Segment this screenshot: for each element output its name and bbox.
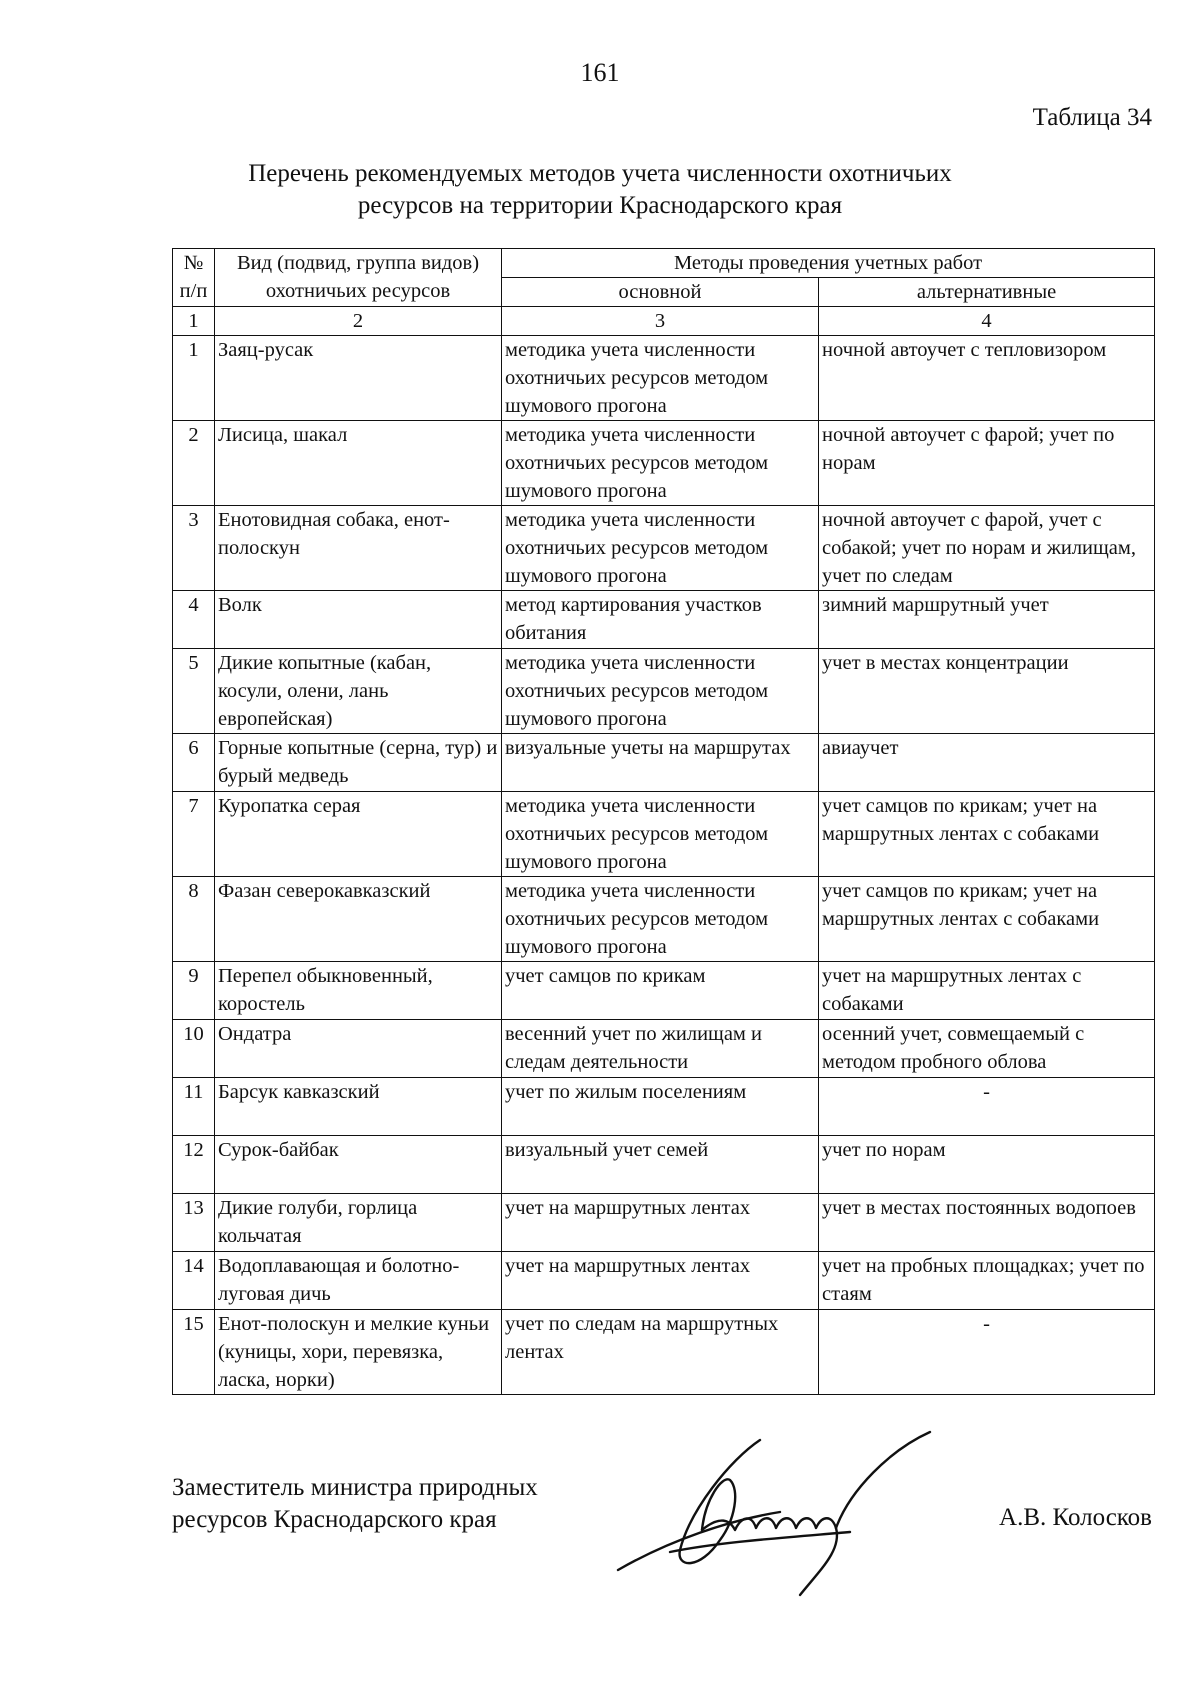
row-species: Дикие копытные (кабан, косули, олени, лань европейская): [215, 649, 502, 734]
row-species: Енотовидная собака, енот-полоскун: [215, 506, 502, 591]
row-species: Дикие голуби, горлица кольчатая: [215, 1194, 502, 1252]
row-main-method: визуальные учеты на маршрутах: [502, 734, 819, 792]
row-alt-methods: учет самцов по крикам; учет на маршрутных лентах с собаками: [819, 792, 1155, 877]
signatory-position-line-1: Заместитель министра природных: [172, 1474, 538, 1501]
row-species: Волк: [215, 591, 502, 649]
table-row: [173, 1194, 1155, 1252]
row-alt-methods: -: [819, 1310, 1155, 1395]
row-main-method: методика учета численности охотничьих ресурсов методом шумового прогона: [502, 506, 819, 591]
row-species: Фазан северокавказский: [215, 877, 502, 962]
row-alt-methods: осенний учет, совмещаемый с методом пробного облова: [819, 1020, 1155, 1078]
row-num: 4: [173, 591, 215, 649]
row-num: 5: [173, 649, 215, 734]
signatory-position: [172, 1472, 538, 1536]
row-main-method: методика учета численности охотничьих ресурсов методом шумового прогона: [502, 649, 819, 734]
row-num: 14: [173, 1252, 215, 1310]
document-title-line-1: Перечень рекомендуемых методов учета численности охотничьих: [248, 160, 952, 187]
row-alt-methods: -: [819, 1078, 1155, 1136]
column-number-4: 4: [819, 307, 1155, 336]
document-title: [0, 158, 1200, 222]
row-num: 2: [173, 421, 215, 506]
table-row: [173, 421, 1155, 506]
table-row: [173, 1310, 1155, 1395]
row-main-method: методика учета численности охотничьих ресурсов методом шумового прогона: [502, 336, 819, 421]
signatory-name: А.В. Колосков: [999, 1504, 1152, 1531]
row-alt-methods: учет по норам: [819, 1136, 1155, 1194]
table-row: [173, 1020, 1155, 1078]
table-row: [173, 1252, 1155, 1310]
table-row: [173, 734, 1155, 792]
table-row: [173, 1078, 1155, 1136]
row-species: Енот-полоскун и мелкие куньи (куницы, хори, перевязка, ласка, норки): [215, 1310, 502, 1395]
row-species: Перепел обыкновенный, коростель: [215, 962, 502, 1020]
column-number-3: 3: [502, 307, 819, 336]
row-alt-methods: учет в местах концентрации: [819, 649, 1155, 734]
row-num: 6: [173, 734, 215, 792]
row-main-method: метод картирования участков обитания: [502, 591, 819, 649]
row-main-method: учет на маршрутных лентах: [502, 1252, 819, 1310]
row-main-method: методика учета численности охотничьих ресурсов методом шумового прогона: [502, 877, 819, 962]
row-species: Водоплавающая и болотно-луговая дичь: [215, 1252, 502, 1310]
table-row: [173, 962, 1155, 1020]
methods-table: [172, 248, 1155, 1395]
row-num: 13: [173, 1194, 215, 1252]
row-main-method: методика учета численности охотничьих ресурсов методом шумового прогона: [502, 421, 819, 506]
row-alt-methods: учет на маршрутных лентах с собаками: [819, 962, 1155, 1020]
table-row: [173, 649, 1155, 734]
table-row: [173, 1136, 1155, 1194]
row-species: Заяц-русак: [215, 336, 502, 421]
header-methods: Методы проведения учетных работ: [502, 249, 1155, 278]
row-main-method: учет по следам на маршрутных лентах: [502, 1310, 819, 1395]
signatory-position-line-2: ресурсов Краснодарского края: [172, 1506, 497, 1533]
page-number: 161: [580, 58, 620, 87]
table-row: [173, 877, 1155, 962]
row-species: Куропатка серая: [215, 792, 502, 877]
table-label: Таблица 34: [1032, 104, 1152, 131]
row-alt-methods: учет на пробных площадках; учет по стаям: [819, 1252, 1155, 1310]
row-species: Барсук кавказский: [215, 1078, 502, 1136]
row-species: Ондатра: [215, 1020, 502, 1078]
row-main-method: учет по жилым поселениям: [502, 1078, 819, 1136]
row-num: 11: [173, 1078, 215, 1136]
row-num: 8: [173, 877, 215, 962]
row-main-method: визуальный учет семей: [502, 1136, 819, 1194]
row-num: 3: [173, 506, 215, 591]
table-row: [173, 792, 1155, 877]
row-alt-methods: учет в местах постоянных водопоев: [819, 1194, 1155, 1252]
row-alt-methods: зимний маршрутный учет: [819, 591, 1155, 649]
row-num: 10: [173, 1020, 215, 1078]
row-alt-methods: ночной автоучет с фарой; учет по норам: [819, 421, 1155, 506]
document-title-line-2: ресурсов на территории Краснодарского края: [357, 192, 843, 219]
row-alt-methods: авиаучет: [819, 734, 1155, 792]
row-alt-methods: ночной автоучет с тепловизором: [819, 336, 1155, 421]
row-num: 9: [173, 962, 215, 1020]
row-num: 7: [173, 792, 215, 877]
table-row: [173, 336, 1155, 421]
row-main-method: учет на маршрутных лентах: [502, 1194, 819, 1252]
table-row: [173, 591, 1155, 649]
row-species: Горные копытные (серна, тур) и бурый медведь: [215, 734, 502, 792]
row-main-method: весенний учет по жилищам и следам деятельности: [502, 1020, 819, 1078]
column-number-1: 1: [173, 307, 215, 336]
column-number-2: 2: [215, 307, 502, 336]
row-num: 12: [173, 1136, 215, 1194]
row-alt-methods: ночной автоучет с фарой, учет с собакой; учет по норам и жилищам, учет по следам: [819, 506, 1155, 591]
table-row: [173, 506, 1155, 591]
header-alt-methods: альтернативные: [819, 278, 1155, 307]
row-species: Лисица, шакал: [215, 421, 502, 506]
row-main-method: методика учета численности охотничьих ресурсов методом шумового прогона: [502, 792, 819, 877]
row-species: Сурок-байбак: [215, 1136, 502, 1194]
handwritten-signature: [610, 1420, 980, 1600]
header-main-method: основной: [502, 278, 819, 307]
row-num: 1: [173, 336, 215, 421]
row-alt-methods: учет самцов по крикам; учет на маршрутных лентах с собаками: [819, 877, 1155, 962]
header-species: Вид (подвид, группа видов) охотничьих ресурсов: [215, 249, 502, 307]
header-num: № п/п: [173, 249, 215, 307]
row-main-method: учет самцов по крикам: [502, 962, 819, 1020]
row-num: 15: [173, 1310, 215, 1395]
